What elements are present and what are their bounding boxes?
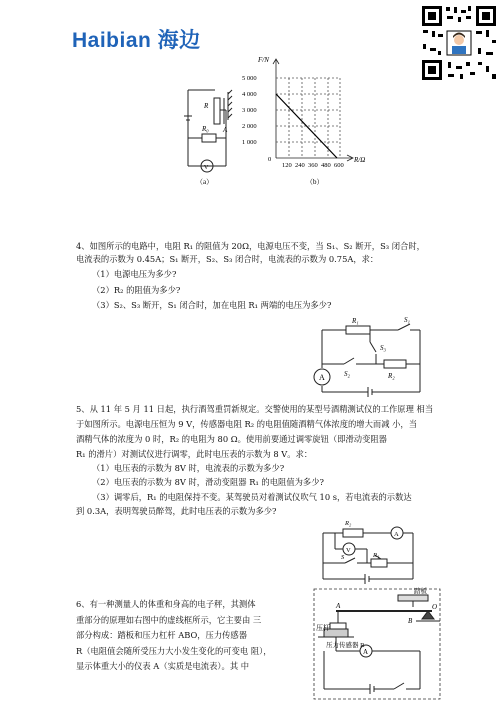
y-tick: 2 000 [242, 123, 257, 130]
y-tick: 0 [268, 156, 272, 163]
q6-label-b: B [408, 617, 413, 625]
x-tick: 600 [334, 162, 344, 169]
q4-sub3: （3）S₂、S₃ 断开，S₁ 闭合时，加在电阻 R₁ 两端的电压为多少? [92, 300, 332, 310]
q5-label-voltmeter: V [346, 547, 351, 554]
label-v: V [204, 165, 209, 171]
q5-line2: 于如图所示。电源电压恒为 9 V，传感器电阻 R₂ 的电阻值随酒精气体浓度的增大而减 小，当 [76, 419, 418, 429]
q6-line3: 部分构成：踏板和压力杠杆 ABO，压力传感器 [76, 630, 248, 640]
q5-sub3a: （3）调零后，R₁ 的电阻保持不变。某驾驶员对着测试仪吹气 10 s，若电流表的示数达 [92, 492, 412, 502]
q4-circuit [300, 312, 430, 402]
x-tick: 240 [295, 162, 305, 169]
q6-label-o: O [432, 603, 438, 611]
q4-label-s3: S₃ [380, 344, 386, 352]
q4-label-ammeter: A [319, 373, 325, 382]
q4-label-s2: S₂ [344, 370, 350, 378]
q4-stem-line1: 4、如图所示的电路中，电阻 R₁ 的阻值为 20Ω，电源电压不变，当 S₁、S₂ 断开，S₃ 闭合时， [76, 241, 425, 251]
caption-a: （a） [196, 178, 214, 186]
y-tick: 3 000 [242, 107, 257, 114]
label-r0: R₀ [202, 125, 209, 133]
q5-line3: 酒精气体的浓度为 0 时，R₂ 的电阻为 80 Ω。使用前要通过调零旋钮（即滑动变阻器 [76, 434, 387, 444]
label-a: A [223, 126, 228, 134]
q6-label-lever: 压杆 [316, 624, 330, 632]
qr-code [420, 4, 498, 82]
brand-logo: Haibian 海边 [72, 29, 201, 52]
x-axis-label: R/Ω [354, 156, 366, 164]
q6-label-sensor: 压力传感器 R [326, 642, 365, 649]
caption-b: （b） [306, 178, 324, 186]
graph-b [273, 59, 353, 161]
x-tick: 480 [321, 162, 331, 169]
q6-label-meter: A [363, 648, 369, 656]
x-tick: 360 [308, 162, 318, 169]
q5-sub2: （2）电压表的示数为 8V 时，滑动变阻器 R₁ 的电阻值为多少? [92, 477, 324, 487]
q5-label-switch: S [341, 554, 345, 561]
y-axis-label: F/N [258, 56, 269, 64]
y-tick: 4 000 [242, 91, 257, 98]
q5-line4: R₁ 的滑片）对测试仪进行调零，此时电压表的示数为 8 V。求： [76, 449, 313, 459]
q5-sub3b: 到 0.3A，表明驾驶员醉驾，此时电压表的示数为多少? [76, 506, 277, 516]
q4-sub2: （2）R₂ 的阻值为多少? [92, 285, 181, 295]
q6-line1: 6、有一种测量人的体重和身高的电子秤，其测体 [76, 599, 256, 609]
q6-label-pedal: 踏板 [414, 588, 427, 595]
q6-line4: R（电阻值会随所受压力大小发生变化的可变电 阻）， [76, 646, 272, 656]
y-tick: 5 000 [242, 75, 257, 82]
q5-circuit [315, 515, 425, 585]
q6-line5: 显示体重大小的仪表 A（实质是电流表）。其 中 [76, 661, 250, 671]
q5-label-r1: R₁ [373, 552, 380, 559]
q5-label-r2: R₂ [345, 520, 352, 527]
q6-figure [310, 583, 446, 705]
q4-sub1: （1）电源电压为多少? [92, 269, 177, 279]
q5-line1: 5、从 11 年 5 月 11 日起，执行酒驾重罚新规定。交警使用的某型号酒精测试仪的工作原理 相当 [76, 404, 434, 414]
q4-label-r2: R₂ [388, 372, 395, 380]
q6-line2: 重部分的原理如右图中的虚线框所示，它主要由 三 [76, 615, 262, 625]
q5-sub1: （1）电压表的示数为 8V 时，电流表的示数为多少? [92, 463, 285, 473]
x-tick: 120 [282, 162, 292, 169]
q4-label-r1: R₁ [352, 317, 359, 325]
label-r: R [204, 102, 209, 110]
q4-label-s1: S₁ [404, 316, 410, 324]
q4-stem-line2: 电流表的示数为 0.45A；S₁ 断开，S₂、S₃ 闭合时，电流表的示数为 0.75A，求： [76, 254, 379, 264]
q6-label-a: A [336, 602, 341, 610]
y-tick: 1 000 [242, 139, 257, 146]
figure-top [170, 50, 400, 190]
q5-label-ammeter: A [394, 531, 399, 538]
